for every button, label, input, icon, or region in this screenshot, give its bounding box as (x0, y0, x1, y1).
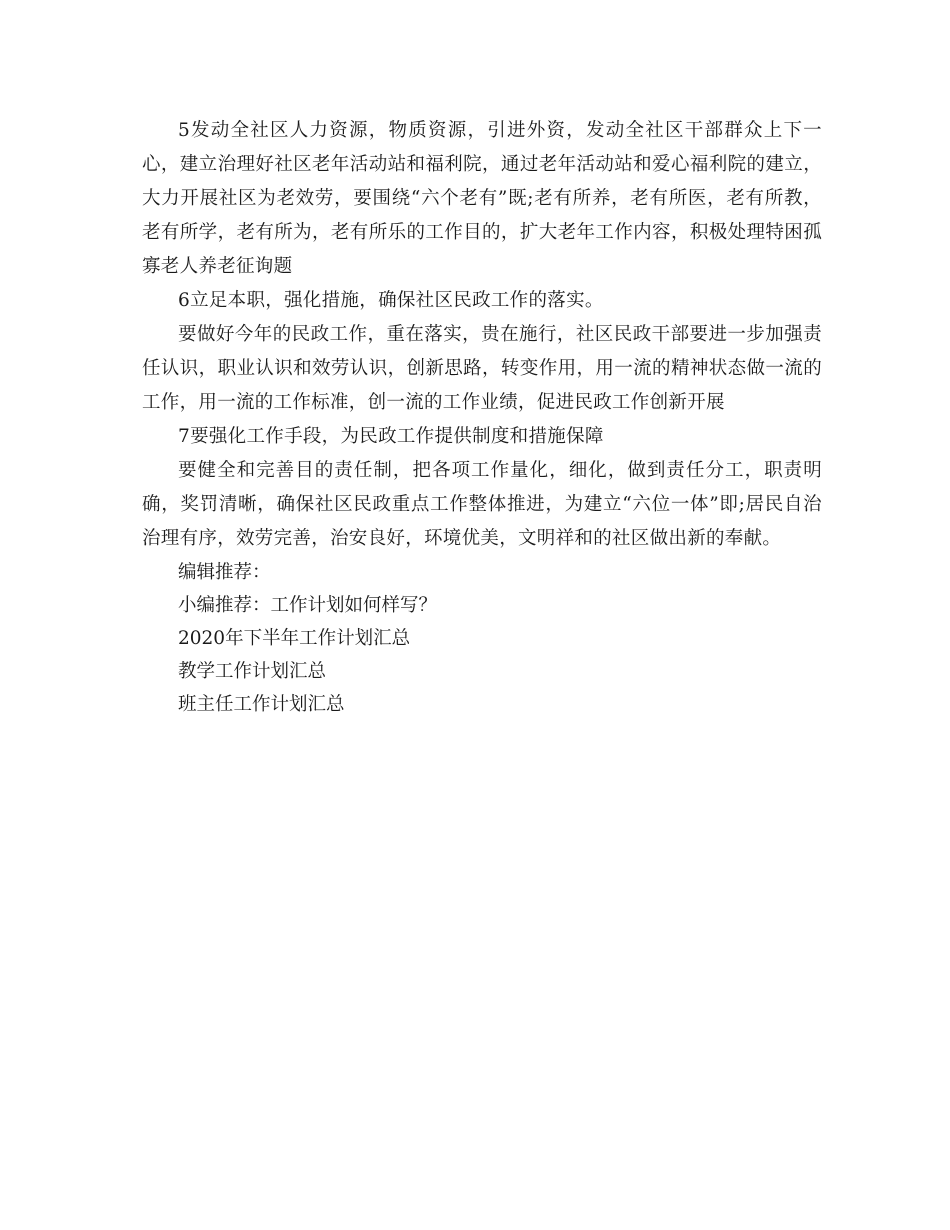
paragraph-item-7: 7要强化工作手段，为民政工作提供制度和措施保障 (178, 426, 604, 447)
recommend-heading: 编辑推荐： (178, 562, 271, 583)
paragraph-body-7: 要健全和完善目的责任制，把各项工作量化，细化，做到责任分工，职责明确，奖罚清晰，确保社区民政重点工作整体推进，为建立“六位一体”即;居民自治治理有序，效劳完善，治安良好，环境优美，文明祥和的社区做出新的奉献。 (142, 460, 822, 549)
recommend-link-how-to-write[interactable]: 小编推荐：工作计划如何样写？ (178, 595, 438, 616)
recommend-link-teaching-plan[interactable]: 教学工作计划汇总 (178, 661, 327, 682)
paragraph-item-5: 5发动全社区人力资源，物质资源，引进外资，发动全社区干部群众上下一心，建立治理好社区老年活动站和福利院，通过老年活动站和爱心福利院的建立，大力开展社区为老效劳，要围绕“六个老有”既;老有所养，老有所医，老有所教，老有所学，老有所为，老有所乐的工作目的，扩大老年工作内容，积极处理特困孤寡老人养老征询题 (142, 120, 822, 277)
document-body (142, 114, 822, 721)
recommend-link-2020-plan[interactable]: 2020年下半年工作计划汇总 (178, 628, 411, 649)
paragraph-body-6: 要做好今年的民政工作，重在落实，贵在施行，社区民政干部要进一步加强责任认识，职业认识和效劳认识，创新思路，转变作用，用一流的精神状态做一流的工作，用一流的工作标准，创一流的工作业绩，促进民政工作创新开展 (142, 324, 822, 413)
recommend-link-class-teacher-plan[interactable]: 班主任工作计划汇总 (178, 694, 345, 715)
paragraph-item-6: 6立足本职，强化措施，确保社区民政工作的落实。 (178, 290, 604, 311)
